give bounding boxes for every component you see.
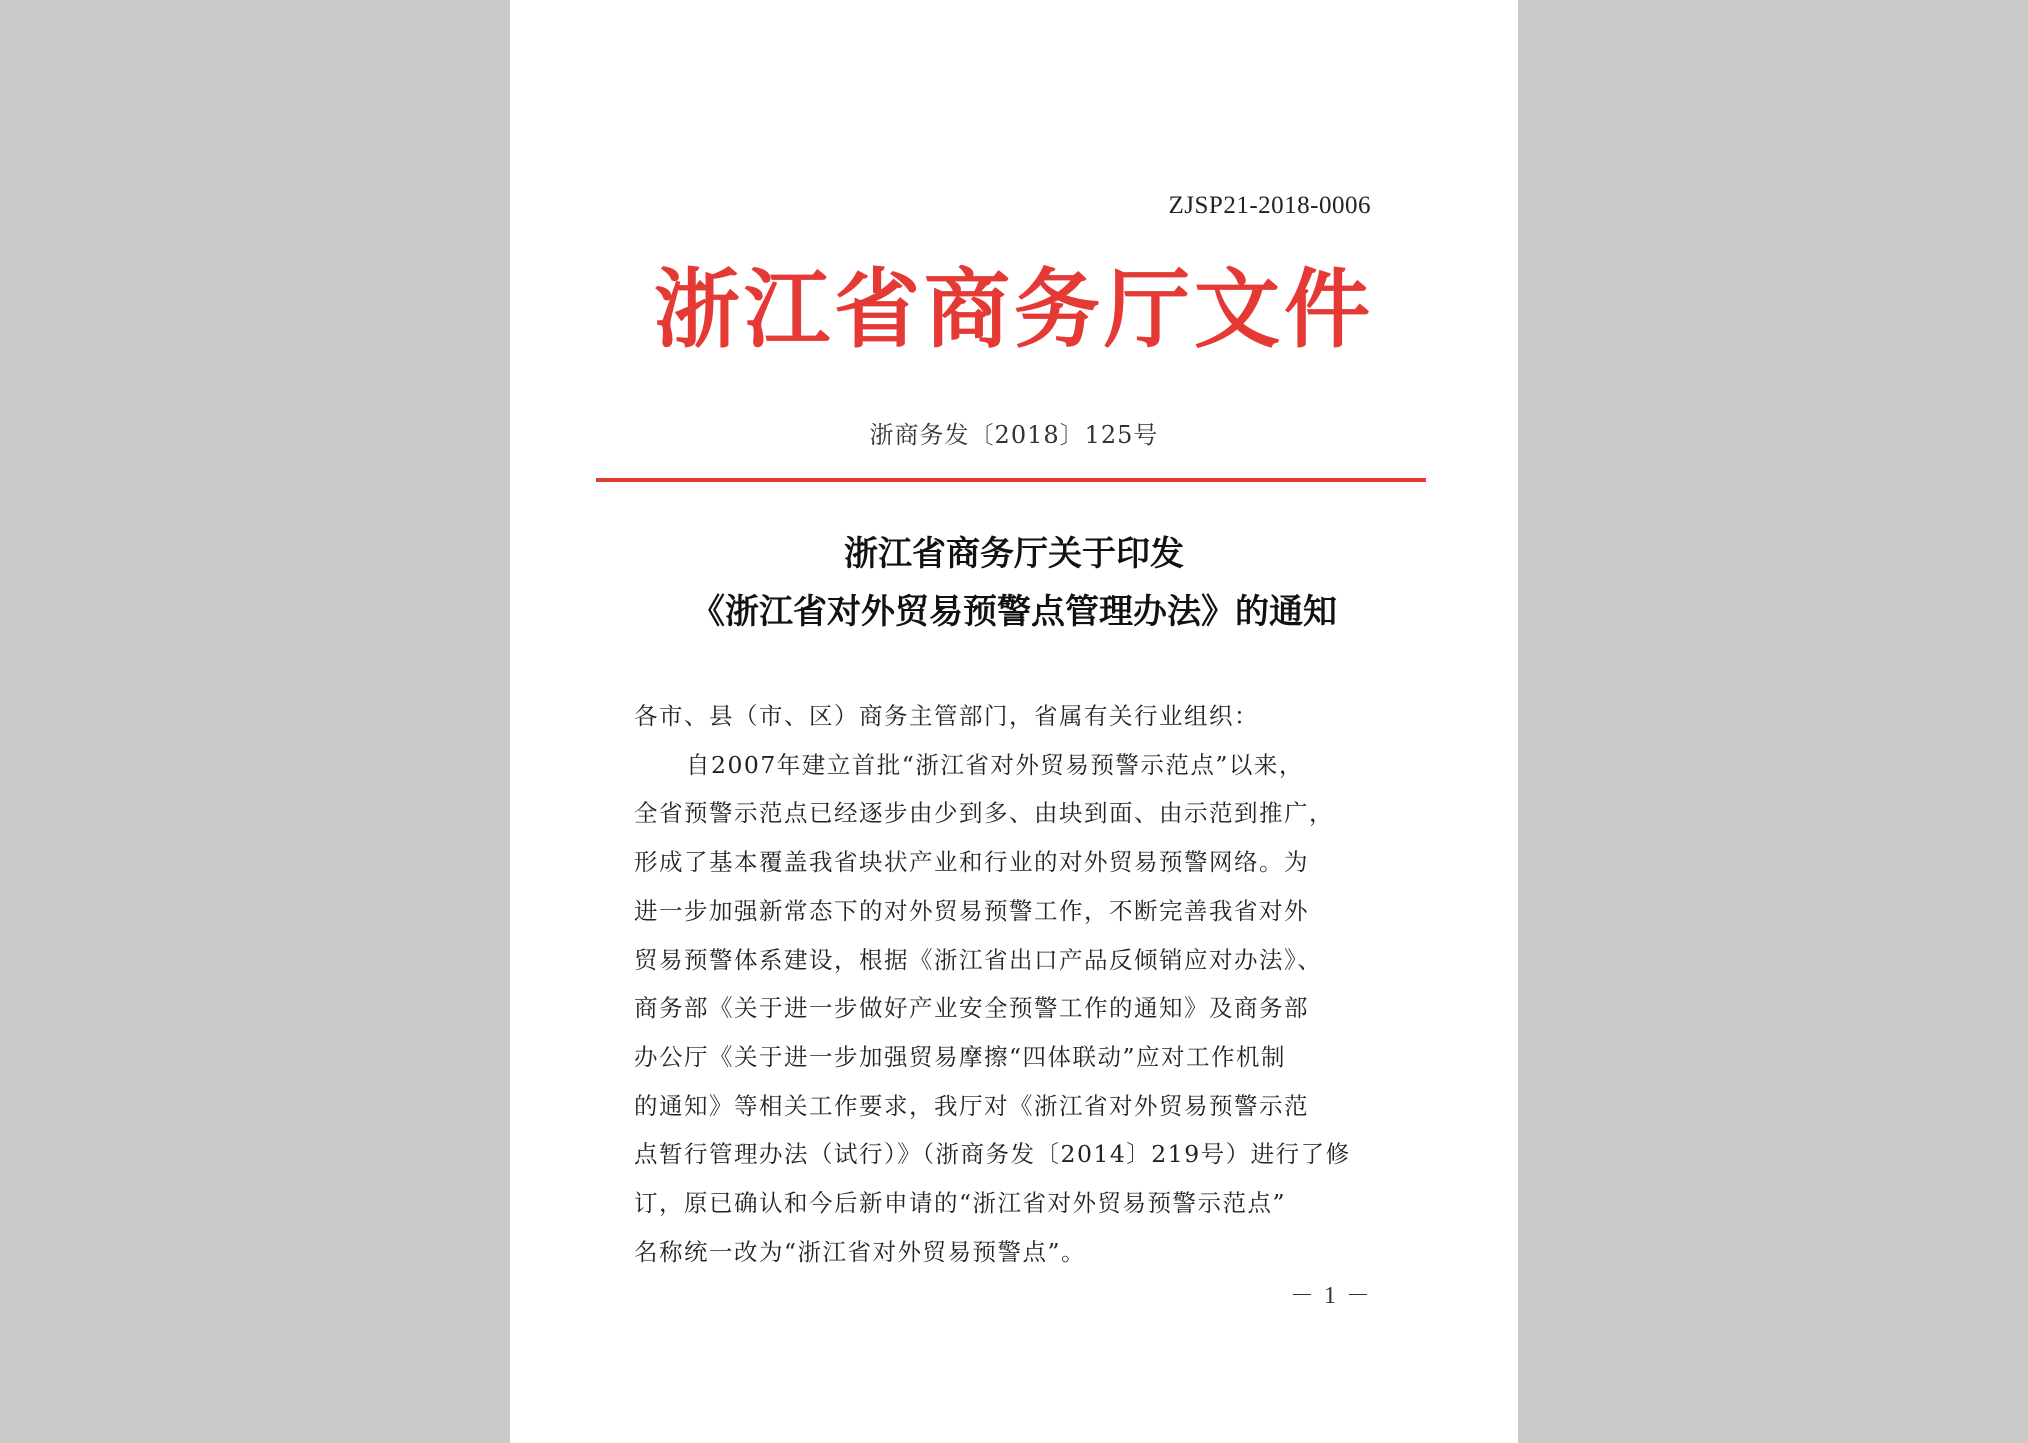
body-line: 名称统一改为“浙江省对外贸易预警点”。 (634, 1237, 1087, 1266)
body-line: 自2007年建立首批“浙江省对外贸易预警示范点”以来， (686, 750, 1304, 779)
body-line: 的通知》等相关工作要求，我厅对《浙江省对外贸易预警示范 (634, 1091, 1309, 1120)
body-line: 点暂行管理办法（试行）》（浙商务发〔2014〕219号）进行了修 (634, 1140, 1351, 1169)
body-line: 全省预警示范点已经逐步由少到多、由块到面、由示范到推广， (634, 799, 1334, 828)
body-line: 进一步加强新常态下的对外贸易预警工作，不断完善我省对外 (634, 896, 1309, 925)
page-number: － 1 － (1290, 1283, 1372, 1309)
title-line-1: 浙江省商务厅关于印发 (844, 534, 1184, 574)
title-line-2: 《浙江省对外贸易预警点管理办法》的通知 (691, 592, 1337, 632)
body-line: 订，原已确认和今后新申请的“浙江省对外贸易预警示范点” (634, 1189, 1287, 1218)
red-separator-line (596, 478, 1426, 482)
body-line: 贸易预警体系建设，根据《浙江省出口产品反倾销应对办法》、 (634, 945, 1323, 974)
document-code: ZJSP21-2018-0006 (1168, 192, 1371, 219)
body-line: 商务部《关于进一步做好产业安全预警工作的通知》及商务部 (634, 994, 1309, 1023)
document-title (510, 525, 1518, 641)
body-line: 办公厅《关于进一步加强贸易摩擦“四体联动”应对工作机制 (634, 1042, 1287, 1071)
red-header-title: 浙江省商务厅文件 (654, 259, 1374, 360)
body-line: 形成了基本覆盖我省块状产业和行业的对外贸易预警网络。为 (634, 848, 1309, 877)
issue-number: 浙商务发〔2018〕125号 (869, 421, 1159, 449)
document-page (510, 0, 1518, 1443)
document-body (634, 692, 1374, 1276)
salutation: 各市、县（市、区）商务主管部门，省属有关行业组织： (634, 702, 1259, 730)
